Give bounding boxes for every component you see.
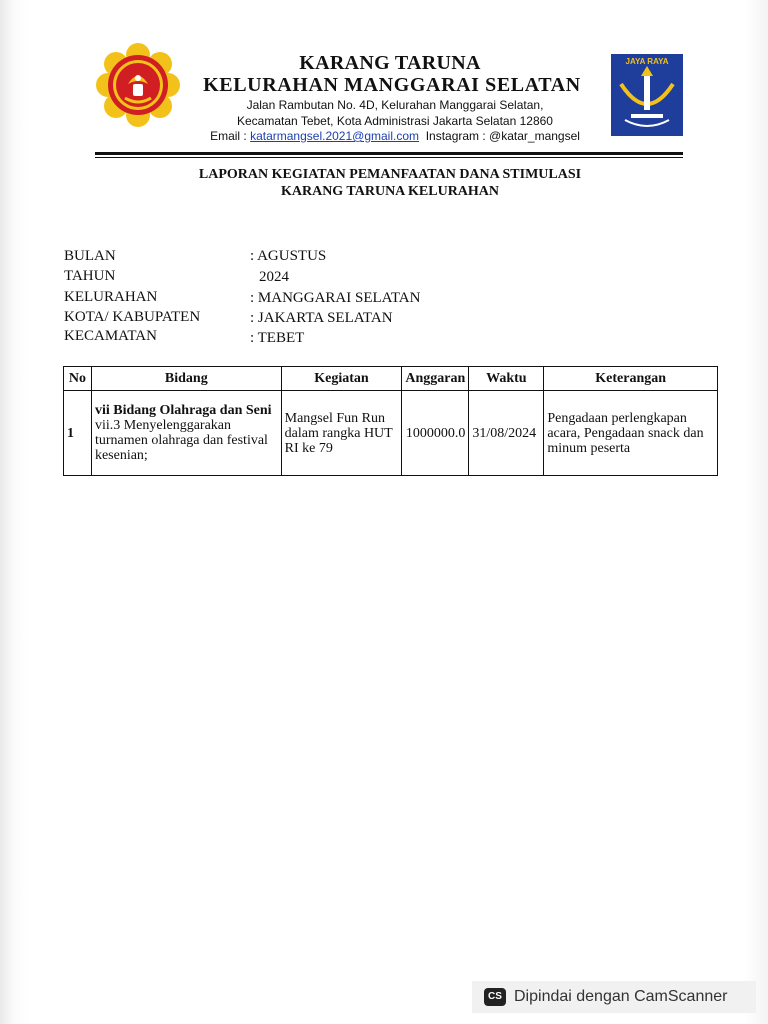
bidang-detail: vii.3 Menyelenggarakan turnamen olahraga dan festival kesenian;: [94, 418, 268, 463]
header-no: No: [64, 367, 92, 391]
header-waktu: Waktu: [469, 367, 544, 391]
instagram-handle: Instagram : @katar_mangsel: [425, 129, 580, 143]
camscanner-label: Dipindai dengan CamScanner: [514, 988, 728, 1005]
contact-line: [190, 129, 600, 143]
email-label: Email :: [210, 129, 251, 143]
cell-keterangan: Pengadaan perlengkapan acara, Pengadaan snack dan minum peserta: [544, 391, 718, 476]
activity-table: [63, 366, 718, 476]
info-label-kecamatan: KECAMATAN: [64, 328, 157, 344]
header-divider-thick: [95, 152, 683, 155]
report-title-line-2: KARANG TARUNA KELURAHAN: [280, 184, 500, 199]
table-header-row: [64, 367, 718, 391]
info-label-kota: KOTA/ KABUPATEN: [64, 309, 201, 325]
cell-no: 1: [64, 391, 92, 476]
header-divider-thin: [95, 157, 683, 158]
camscanner-icon: CS: [484, 988, 506, 1006]
info-label-kelurahan: KELURAHAN: [64, 289, 158, 305]
cell-kegiatan: Mangsel Fun Run dalam rangka HUT RI ke 79: [281, 391, 402, 476]
header-keterangan: Keterangan: [544, 367, 718, 391]
right-logo-text: JAYA RAYA: [625, 57, 669, 66]
bidang-heading: vii Bidang Olahraga dan Seni: [94, 403, 272, 418]
info-label-tahun: TAHUN: [64, 268, 116, 284]
info-value-kecamatan: : TEBET: [250, 330, 305, 346]
report-title-line-1: LAPORAN KEGIATAN PEMANFAATAN DANA STIMULASI: [198, 167, 582, 182]
info-value-kelurahan: : MANGGARAI SELATAN: [250, 290, 421, 306]
header-kegiatan: Kegiatan: [281, 367, 402, 391]
camscanner-badge: [472, 981, 756, 1013]
address-line-1: Jalan Rambutan No. 4D, Kelurahan Manggarai Selatan,: [246, 98, 544, 112]
info-value-bulan: : AGUSTUS: [250, 248, 327, 264]
org-subtitle: KELURAHAN MANGGARAI SELATAN: [203, 74, 581, 96]
org-title: KARANG TARUNA: [299, 52, 481, 74]
address-line-2: Kecamatan Tebet, Kota Administrasi Jakarta Selatan 12860: [237, 114, 553, 128]
info-label-bulan: BULAN: [64, 248, 116, 264]
email-link[interactable]: katarmangsel.2021@gmail.com: [250, 129, 420, 143]
info-value-kota: : JAKARTA SELATAN: [250, 310, 393, 326]
cell-bidang: [91, 391, 281, 476]
header-anggaran: Anggaran: [402, 367, 469, 391]
cell-waktu: 31/08/2024: [469, 391, 544, 476]
jaya-raya-emblem-icon: [611, 54, 683, 136]
table-row: [64, 391, 718, 476]
cell-anggaran: 1000000.0: [402, 391, 469, 476]
header-bidang: Bidang: [91, 367, 281, 391]
karang-taruna-emblem-icon: [95, 42, 181, 128]
info-value-tahun: 2024: [259, 269, 289, 285]
